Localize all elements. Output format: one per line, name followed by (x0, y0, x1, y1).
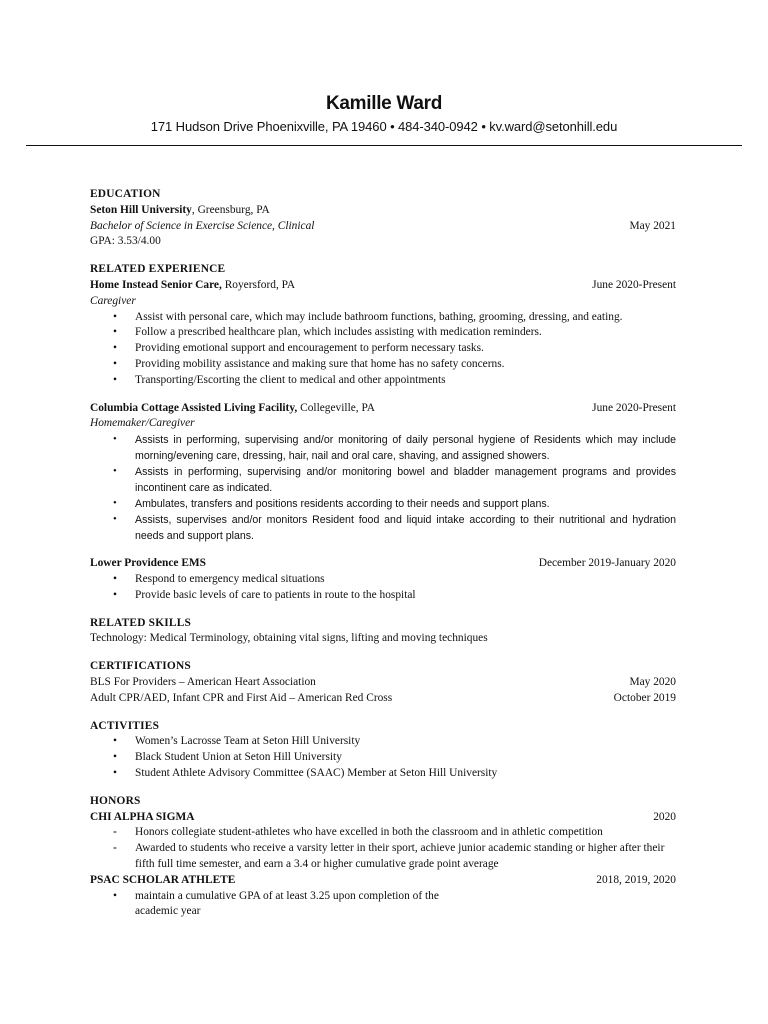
job-bullets (90, 432, 676, 544)
bullet-marker: • (113, 373, 117, 386)
honor-date: 2020 (653, 810, 676, 823)
gpa: GPA: 3.53/4.00 (90, 235, 161, 248)
certification-row (90, 691, 676, 707)
list-item (90, 572, 676, 588)
education-section (90, 187, 676, 250)
job-header (90, 401, 676, 417)
honor-bullets (90, 825, 676, 872)
bullet-text: Provide basic levels of care to patients in route to the hospital (135, 588, 416, 601)
bullet-text: Black Student Union at Seton Hill University (135, 751, 342, 764)
list-item (90, 357, 676, 373)
job-bullets (90, 572, 676, 604)
job-date: June 2020-Present (592, 401, 676, 414)
job-bullets (90, 310, 676, 389)
bullet-text: Awarded to students who receive a varsity letter in their sport, achieve junior academic standing or higher after their fifth full time semester, and earn a 3.4 or higher cumulative grade point average (135, 842, 665, 870)
school-name: Seton Hill University (90, 203, 192, 216)
honor-header (90, 873, 676, 889)
list-item (90, 734, 676, 750)
bullet-text: Assists in performing, supervising and/or monitoring of daily personal hygiene of Residents which may include morning/evening care, dressing, hair, nail and oral care, shaving, and assigned showers. (135, 434, 676, 463)
list-item (90, 464, 676, 496)
list-item (90, 496, 676, 512)
section-title-experience: RELATED EXPERIENCE (90, 263, 226, 276)
certifications-section (90, 659, 676, 706)
graduation-date: May 2021 (629, 219, 676, 232)
job-employer: Lower Providence EMS (90, 557, 207, 570)
bullet-text: Student Athlete Advisory Committee (SAAC) Member at Seton Hill University (135, 766, 498, 779)
certification-name: Adult CPR/AED, Infant CPR and First Aid – American Red Cross (90, 691, 393, 704)
list-item (90, 373, 676, 389)
job-date: December 2019-January 2020 (538, 557, 676, 570)
school-location: , Greensburg, PA (191, 203, 270, 216)
list-item (90, 588, 676, 604)
job-date: June 2020-Present (592, 278, 676, 291)
bullet-marker: • (113, 466, 117, 478)
list-item (90, 750, 676, 766)
job-location: Collegeville, PA (297, 401, 375, 414)
bullet-marker: • (113, 310, 117, 323)
section-title-activities: ACTIVITIES (90, 719, 160, 732)
candidate-name: Kamille Ward (325, 93, 443, 114)
honor-bullets (90, 889, 676, 921)
bullet-text: Ambulates, transfers and positions residents according to their needs and support plans. (135, 498, 550, 511)
bullet-marker: • (113, 889, 117, 902)
honor-name: CHI ALPHA SIGMA (90, 810, 195, 823)
bullet-text: Assist with personal care, which may include bathroom functions, bathing, grooming, dressing, and eating. (135, 310, 623, 323)
degree: Bachelor of Science in Exercise Science, Clinical (90, 219, 315, 232)
bullet-text: Assists, supervises and/or monitors Resident food and liquid intake according to their nutritional and hydration needs and support plans. (135, 514, 676, 543)
header-divider (26, 145, 742, 146)
list-item (90, 432, 676, 464)
contact-line: 171 Hudson Drive Phoenixville, PA 19460 • 484-340-0942 • kv.ward@setonhill.edu (150, 119, 618, 134)
activities-list (90, 734, 676, 781)
dash-marker: - (113, 826, 117, 839)
list-item (90, 310, 676, 326)
certification-row (90, 675, 676, 691)
bullet-marker: • (113, 766, 117, 779)
section-title-certifications: CERTIFICATIONS (90, 660, 191, 673)
job-employer: Columbia Cottage Assisted Living Facility, (90, 401, 298, 414)
bullet-text: Assists in performing, supervising and/or monitoring bowel and bladder management programs and provides incontinent care as indicated. (135, 466, 676, 495)
certification-date: May 2020 (629, 675, 676, 688)
bullet-text: Providing mobility assistance and making sure that home has no safety concerns. (135, 357, 505, 370)
bullet-text: Follow a prescribed healthcare plan, which includes assisting with medication reminders. (135, 326, 542, 339)
job-location: Royersford, PA (221, 278, 296, 291)
list-item (90, 325, 676, 341)
bullet-marker: • (113, 735, 117, 748)
bullet-marker: • (113, 572, 117, 585)
bullet-text: Women’s Lacrosse Team at Seton Hill University (135, 735, 361, 748)
bullet-text: Respond to emergency medical situations (135, 572, 325, 585)
bullet-text: Providing emotional support and encouragement to perform necessary tasks. (135, 342, 484, 355)
job-role: Homemaker/Caregiver (90, 417, 195, 430)
bullet-marker: • (113, 751, 117, 764)
section-title-education: EDUCATION (90, 188, 161, 200)
list-item (90, 841, 676, 873)
bullet-marker: • (113, 326, 117, 339)
honor-date: 2018, 2019, 2020 (596, 873, 676, 886)
list-item (90, 825, 676, 841)
skills-section (90, 616, 676, 648)
honor-name: PSAC SCHOLAR ATHLETE (90, 873, 236, 886)
job-entry (90, 278, 676, 389)
job-entry (90, 556, 676, 603)
dash-marker: - (113, 842, 117, 855)
bullet-marker: • (113, 498, 117, 510)
bullet-marker: • (113, 357, 117, 370)
resume-header (0, 92, 768, 136)
bullet-marker: • (113, 588, 117, 601)
bullet-marker: • (113, 514, 117, 526)
job-header (90, 556, 676, 572)
list-item (90, 889, 475, 921)
certification-date: October 2019 (613, 691, 676, 704)
job-header (90, 278, 676, 294)
activities-section (90, 719, 676, 782)
list-item (90, 512, 676, 544)
honors-section (90, 794, 676, 920)
job-employer: Home Instead Senior Care, (90, 278, 222, 291)
skills-text: Technology: Medical Terminology, obtaining vital signs, lifting and moving techniques (90, 632, 488, 645)
school-line (90, 203, 676, 219)
resume-body (90, 187, 676, 920)
bullet-marker: • (113, 342, 117, 355)
bullet-text: Transporting/Escorting the client to medical and other appointments (135, 373, 446, 386)
section-title-honors: HONORS (90, 794, 141, 807)
list-item (90, 341, 676, 357)
list-item (90, 766, 676, 782)
job-entry (90, 401, 676, 545)
experience-section (90, 262, 676, 603)
certification-name: BLS For Providers – American Heart Association (90, 675, 316, 688)
honor-header (90, 810, 676, 826)
degree-row (90, 219, 676, 235)
bullet-text: maintain a cumulative GPA of at least 3.25 upon completion of the academic year (135, 889, 439, 918)
bullet-text: Honors collegiate student-athletes who have excelled in both the classroom and in athletic competition (135, 826, 603, 839)
job-role: Caregiver (90, 294, 136, 307)
bullet-marker: • (113, 434, 117, 446)
section-title-skills: RELATED SKILLS (90, 616, 192, 629)
